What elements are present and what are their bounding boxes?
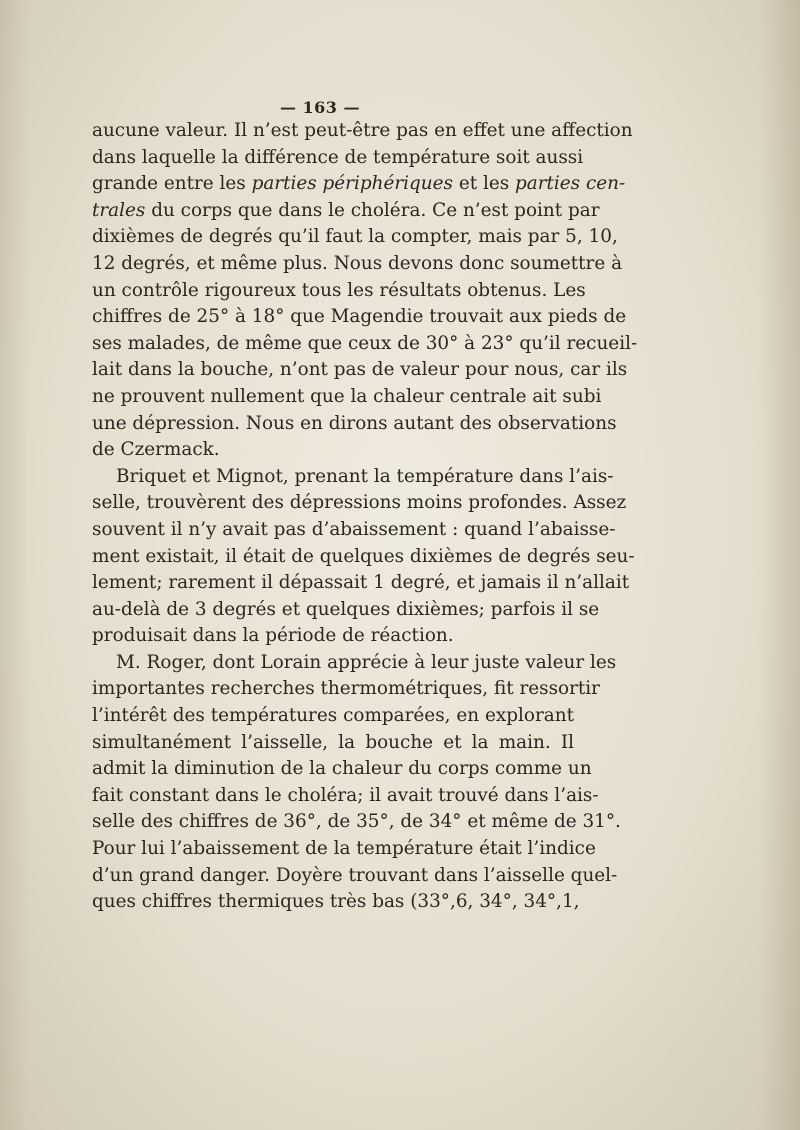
body-text bbox=[92, 118, 638, 916]
text-line bbox=[92, 251, 623, 278]
text-segment: un contrôle rigoureux tous les résultats obtenus. Les bbox=[92, 279, 586, 301]
text-line bbox=[92, 118, 633, 145]
text-line bbox=[92, 384, 602, 411]
text-segment: M. Roger, dont Lorain apprécie à leur juste valeur les bbox=[116, 651, 617, 673]
text-segment: Briquet et Mignot, prenant la température dans l’ais- bbox=[116, 465, 614, 487]
text-segment: importantes recherches thermométriques, fit ressortir bbox=[92, 678, 600, 700]
text-line bbox=[92, 411, 617, 438]
text-line bbox=[92, 437, 574, 464]
text-segment: selle, trouvèrent des dépressions moins profondes. Assez bbox=[92, 492, 627, 514]
text-segment: Pour lui l’abaissement de la température était l’indice bbox=[92, 838, 596, 860]
text-segment: dans laquelle la différence de température soit aussi bbox=[92, 146, 584, 168]
text-line bbox=[92, 889, 580, 916]
text-line bbox=[92, 304, 627, 331]
text-line bbox=[92, 597, 600, 624]
text-segment: grande entre les bbox=[92, 173, 252, 195]
text-segment: ne prouvent nullement que la chaleur centrale ait subi bbox=[92, 385, 602, 407]
text-line bbox=[92, 278, 586, 305]
page-right-shadow bbox=[760, 0, 800, 1130]
italic-text: parties périphériques bbox=[251, 173, 453, 195]
text-line bbox=[92, 623, 574, 650]
text-line bbox=[92, 809, 621, 836]
text-segment: ses malades, de même que ceux de 30° à 23° qu’il recueil- bbox=[92, 332, 638, 354]
text-line bbox=[92, 464, 614, 491]
text-line bbox=[92, 357, 628, 384]
text-segment: l’intérêt des températures comparées, en explorant bbox=[92, 705, 574, 727]
text-segment: selle des chiffres de 36°, de 35°, de 34° et même de 31°. bbox=[92, 811, 621, 833]
text-segment: au-delà de 3 degrés et quelques dixièmes; parfois il se bbox=[92, 598, 600, 620]
text-segment: simultanément l’aisselle, la bouche et la main. Il bbox=[92, 731, 574, 753]
text-line bbox=[92, 756, 592, 783]
text-segment: 12 degrés, et même plus. Nous devons donc soumettre à bbox=[92, 252, 623, 274]
text-segment: et les bbox=[452, 173, 515, 195]
text-segment: une dépression. Nous en dirons autant des observations bbox=[92, 412, 617, 434]
text-line bbox=[92, 703, 574, 730]
text-segment: de Czermack. bbox=[92, 439, 220, 461]
text-segment: chiffres de 25° à 18° que Magendie trouvait aux pieds de bbox=[92, 306, 627, 328]
text-line bbox=[92, 544, 635, 571]
text-line bbox=[92, 836, 596, 863]
text-segment: lement; rarement il dépassait 1 degré, et jamais il n’allait bbox=[92, 572, 630, 594]
text-line bbox=[92, 145, 584, 172]
text-segment: admit la diminution de la chaleur du corps comme un bbox=[92, 758, 592, 780]
text-segment: fait constant dans le choléra; il avait trouvé dans l’ais- bbox=[92, 784, 599, 806]
text-line bbox=[92, 331, 638, 358]
text-line bbox=[92, 224, 618, 251]
text-line bbox=[92, 650, 617, 677]
page-left-shadow bbox=[0, 0, 30, 1130]
text-segment: ment existait, il était de quelques dixièmes de degrés seu- bbox=[92, 545, 635, 567]
text-segment: lait dans la bouche, n’ont pas de valeur pour nous, car ils bbox=[92, 359, 628, 381]
text-segment: du corps que dans le choléra. Ce n’est point par bbox=[145, 199, 600, 221]
italic-text: trales bbox=[92, 199, 146, 221]
text-line bbox=[92, 198, 600, 225]
text-line bbox=[92, 171, 626, 198]
text-line bbox=[92, 863, 618, 890]
text-segment: souvent il n’y avait pas d’abaissement : quand l’abaisse- bbox=[92, 518, 616, 540]
text-segment: produisait dans la période de réaction. bbox=[92, 625, 454, 647]
text-segment: ques chiffres thermiques très bas (33°,6, 34°, 34°,1, bbox=[92, 891, 580, 913]
text-segment: d’un grand danger. Doyère trouvant dans l’aisselle quel- bbox=[92, 864, 618, 886]
text-line bbox=[92, 676, 600, 703]
italic-text: parties cen- bbox=[515, 173, 626, 195]
text-line bbox=[92, 730, 574, 757]
text-line bbox=[92, 783, 599, 810]
text-line bbox=[92, 490, 627, 517]
text-line bbox=[92, 570, 630, 597]
text-segment: dixièmes de degrés qu’il faut la compter, mais par 5, 10, bbox=[92, 226, 618, 248]
text-line bbox=[92, 517, 616, 544]
text-segment: aucune valeur. Il n’est peut-être pas en effet une affection bbox=[92, 120, 633, 141]
page-number: — 163 — bbox=[279, 98, 361, 117]
